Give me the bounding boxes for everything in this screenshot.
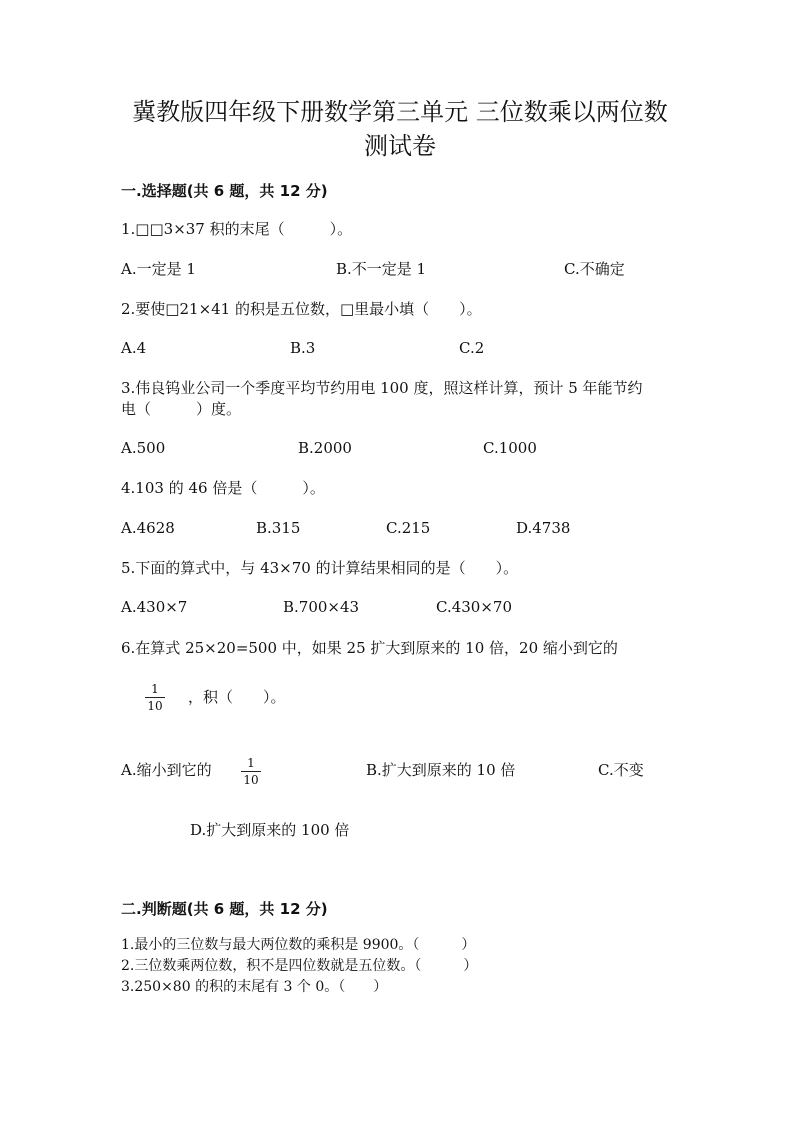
q6-option-a[interactable]: A.缩小到它的 — [121, 761, 212, 779]
q3-option-c[interactable]: C.1000 — [483, 439, 537, 457]
fraction-bar — [145, 697, 165, 698]
q3-option-a[interactable]: A.500 — [121, 439, 166, 457]
section-heading-judgement: 二.判断题(共 6 题，共 12 分) — [121, 900, 328, 918]
q6-option-b[interactable]: B.扩大到原来的 10 倍 — [366, 761, 516, 779]
q2-option-a[interactable]: A.4 — [121, 339, 147, 357]
fraction-bar — [241, 771, 261, 772]
question-2: 2.要使□21×41 的积是五位数，□里最小填（ ）。 — [121, 300, 482, 318]
question-1: 1.□□3×37 积的末尾（ ）。 — [121, 220, 353, 238]
judgement-item-3: 3.250×80 的积的末尾有 3 个 0。（ ） — [121, 979, 388, 995]
section-heading-choice: 一.选择题(共 6 题，共 12 分) — [121, 182, 328, 200]
fraction-denominator: 10 — [147, 699, 163, 713]
q6-option-a-fraction — [241, 756, 261, 787]
q3-option-b[interactable]: B.2000 — [298, 439, 352, 457]
fraction-numerator: 1 — [151, 682, 159, 696]
question-6-line2: ，积（ ）。 — [188, 688, 286, 706]
q5-option-a[interactable]: A.430×7 — [121, 598, 188, 616]
q4-option-c[interactable]: C.215 — [386, 519, 431, 537]
q2-option-b[interactable]: B.3 — [290, 339, 316, 357]
page-title-line2: 测试卷 — [364, 132, 436, 160]
q6-option-d[interactable]: D.扩大到原来的 100 倍 — [190, 821, 350, 839]
judgement-item-2: 2.三位数乘两位数，积不是四位数就是五位数。（ ） — [121, 958, 478, 974]
question-6-line1: 6.在算式 25×20=500 中，如果 25 扩大到原来的 10 倍，20 缩小到它的 — [121, 639, 618, 657]
question-3-line2: 电（ ）度。 — [121, 400, 242, 418]
question-6-fraction — [145, 682, 165, 713]
fraction-denominator: 10 — [243, 773, 259, 787]
q4-option-b[interactable]: B.315 — [256, 519, 301, 537]
question-4: 4.103 的 46 倍是（ ）。 — [121, 479, 325, 497]
page-title-line1: 冀教版四年级下册数学第三单元 三位数乘以两位数 — [132, 98, 668, 126]
q1-option-b[interactable]: B.不一定是 1 — [336, 260, 427, 278]
q5-option-b[interactable]: B.700×43 — [283, 598, 360, 616]
q6-option-c[interactable]: C.不变 — [598, 761, 644, 779]
fraction-numerator: 1 — [247, 756, 255, 770]
q1-option-c[interactable]: C.不确定 — [564, 260, 625, 278]
q2-option-c[interactable]: C.2 — [459, 339, 485, 357]
q1-option-a[interactable]: A.一定是 1 — [121, 260, 196, 278]
q5-option-c[interactable]: C.430×70 — [436, 598, 512, 616]
question-3-line1: 3.伟良钨业公司一个季度平均节约用电 100 度，照这样计算，预计 5 年能节约 — [121, 379, 643, 397]
judgement-item-1: 1.最小的三位数与最大两位数的乘积是 9900。（ ） — [121, 937, 476, 953]
q4-option-d[interactable]: D.4738 — [516, 519, 571, 537]
q4-option-a[interactable]: A.4628 — [121, 519, 175, 537]
question-5: 5.下面的算式中，与 43×70 的计算结果相同的是（ ）。 — [121, 559, 519, 577]
